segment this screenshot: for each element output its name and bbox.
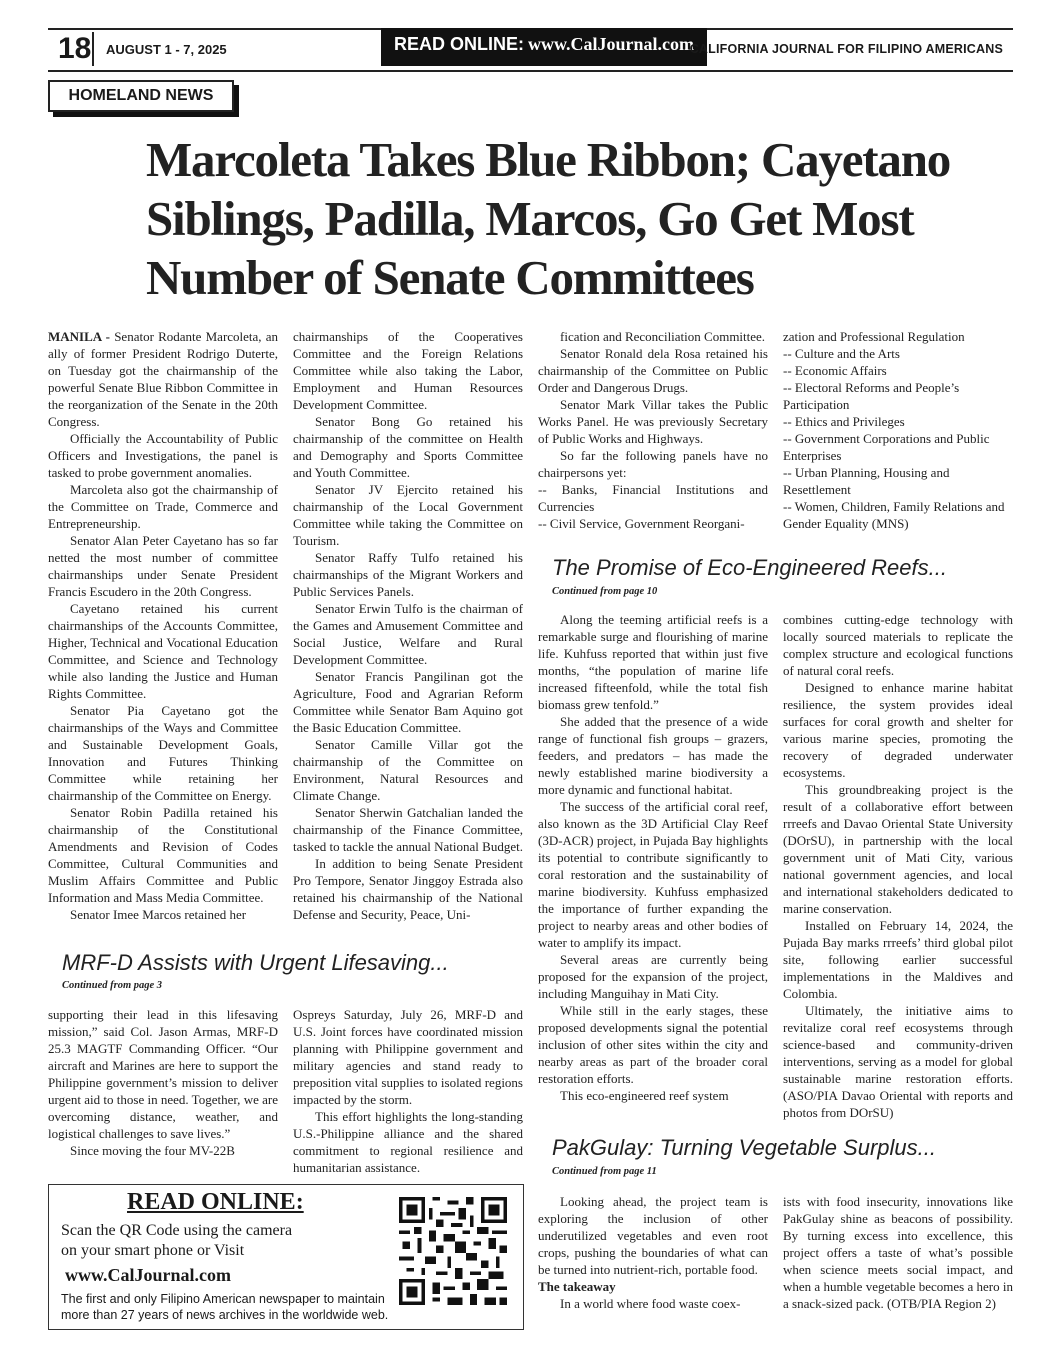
read-online-url[interactable]: www.CalJournal.com [528,34,694,54]
article-paragraph: In a world where food waste coex- [560,1296,741,1311]
reefs-col-1 [538,611,768,1104]
reefs-col-2 [783,611,1013,1121]
article-paragraph: This eco-engineered reef system [560,1088,729,1103]
article-paragraph: Ospreys Saturday, July 26, MRF-D and U.S. Joint forces have coordinated mission planning with Philippine government and military agencies and stand ready to preposition vital supplies to isolated regions impacted by the storm. [293,1007,523,1107]
list-item: zation and Professional Regulation [783,329,965,344]
article-paragraph: Senator Bong Go retained his chairmanship of the committee on Health and Demography and Sports Committee and Youth Committee. [293,414,523,480]
promo-scan-text: Scan the QR Code using the camera on your smart phone or Visit [61,1222,293,1259]
mrfd-col-2 [293,1006,523,1176]
list-item: -- Women, Children, Family Relations and Gender Equality (MNS) [783,499,1005,531]
article-paragraph: Senator Imee Marcos retained her [70,907,247,922]
pakgulay-title: PakGulay: Turning Vegetable Surplus... [552,1135,936,1160]
article-paragraph: This effort highlights the long-standing U.S.-Philippine alliance and the shared commitment to regional resilience and humanitarian assistance. [293,1109,523,1175]
qr-code-icon[interactable] [399,1197,507,1305]
pakgulay-col-2 [783,1193,1013,1312]
article-paragraph: Designed to enhance marine habitat resilience, the system provides ideal surfaces for coral growth and shelter for various marine species, promoting the recovery of degraded underwater ecosystems. [783,680,1013,780]
mrfd-col-1 [48,1006,278,1159]
article-paragraph: While still in the early stages, these proposed developments signal the potential inclusion of other sites within the city and nearby areas as part of the broader coral restoration efforts. [538,1003,768,1086]
list-item: -- Government Corporations and Public Enterprises [783,431,990,463]
article-paragraph: Several areas are currently being proposed for the expansion of the project, including Manguihay in Mati City. [538,952,768,1001]
page-header [48,28,1013,72]
page-number: 18 [48,32,94,66]
article-paragraph: So far the following panels have no chairpersons yet: [538,448,768,480]
headline-line: Number of Senate Committees [146,250,754,305]
list-item: -- Economic Affairs [783,363,887,378]
dateline: MANILA - [48,329,110,344]
article-paragraph: Since moving the four MV-22B [70,1143,235,1158]
article-paragraph: Officially the Accountability of Public Officers and Investigations, the panel is tasked to probe government anomalies. [48,431,278,480]
article-paragraph: Senator Erwin Tulfo is the chairman of the Games and Amusement Committee and Social Justice, Welfare and Rural Development Committee. [293,601,523,667]
main-article-col-2 [293,328,523,923]
article-paragraph: Senator Ronald dela Rosa retained his chairmanship of the Committee on Public Order and Dangerous Drugs. [538,346,768,395]
list-item: -- Civil Service, Government Reorgani- [538,516,745,531]
article-paragraph [48,328,278,430]
section-label: HOMELAND NEWS [48,80,234,112]
article-paragraph: chairmanships of the Cooperatives Committee and the Foreign Relations Committee while also taking the Labor, Employment and Human Resources Development Committee. [293,329,523,412]
issue-date: AUGUST 1 - 7, 2025 [106,42,227,57]
pakgulay-col-1 [538,1193,768,1312]
paragraph-text: Senator Rodante Marcoleta, an ally of former President Rodrigo Duterte, on Tuesday got the chairmanship of the powerful Senate Blue Ribbon Committee in the reorganization of the Senate in the 20th Congress. [48,329,279,429]
mrfd-continued: Continued from page 3 [62,980,163,991]
publication-name: CALIFORNIA JOURNAL FOR FILIPINO AMERICANS [689,42,1003,56]
pakgulay-continued: Continued from page 11 [552,1166,657,1177]
article-paragraph: Senator Raffy Tulfo retained his chairmanships of the Migrant Workers and Public Services Panels. [293,550,523,599]
read-online-promo[interactable] [48,1184,524,1330]
article-paragraph: Marcoleta also got the chairmanship of the Committee on Trade, Commerce and Entrepreneurship. [48,482,278,531]
article-paragraph: Senator Francis Pangilinan got the Agriculture, Food and Agrarian Reform Committee while Senator Bam Aquino got the Basic Education Committee. [293,669,523,735]
article-paragraph: The success of the artificial coral reef, also known as the 3D Artificial Clay Reef (3D-ACR) project, in Pujada Bay highlights its potential to contribute significantly to coral restoration and the sustainability of marine biodiversity. Kuhfuss emphasized the importance of further expanding the project to nearby areas and other bodies of water to amplify its impact. [538,799,768,950]
article-paragraph: Senator Mark Villar takes the Public Works Panel. He was previously Secretary of Public Works and Highways. [538,397,768,446]
list-item: -- Banks, Financial Institutions and Currencies [538,482,768,514]
article-paragraph: Installed on February 14, 2024, the Pujada Bay marks rrreefs’ third global pilot site, following earlier successful implementations in the Maldives and Colombia. [783,918,1013,1001]
list-item: -- Urban Planning, Housing and Resettlement [783,465,950,497]
article-paragraph: Senator Sherwin Gatchalian landed the chairmanship of the Finance Committee, tasked to tackle the annual National Budget. [293,805,523,854]
promo-title: READ ONLINE: [127,1189,304,1215]
main-article-col-1 [48,328,278,923]
article-paragraph: Cayetano retained his current chairmanships of the Accounts Committee, Higher, Technical and Vocational Education Committee, and Science and Technology while also landing the Justice and Human Rights Committee. [48,601,278,701]
list-item: -- Culture and the Arts [783,346,900,361]
article-paragraph: ists with food insecurity, innovations like PakGulay shine as beacons of possibility. By turning excess into excellence, this project offers a taste of what’s possible when science meets social impact, and when a humble vegetable becomes a hero in a snack-sized pack. (OTB/PIA Region 2) [783,1194,1013,1311]
article-paragraph: Ultimately, the initiative aims to revitalize coral reef ecosystems through science-based and community-driven interventions, serving as a model for global sustainable marine restoration efforts. (ASO/PIA Davao Oriental with reports and photos from DOrSU) [783,1003,1013,1120]
article-paragraph: Along the teeming artificial reefs is a remarkable surge and flourishing of marine life. Kuhfuss reported that within just five months, “the population of marine life increased fifteenfold, while the total fish biomass grew tenfold.” [538,612,768,712]
article-paragraph: Senator JV Ejercito retained his chairmanship of the Local Government Committee while taking the Committee on Tourism. [293,482,523,548]
read-online-banner[interactable] [381,28,707,66]
article-paragraph: In addition to being Senate President Pro Tempore, Senator Jinggoy Estrada also retained his chairmanship of the National Defense and Security, Peace, Uni- [293,856,523,922]
article-paragraph: fication and Reconciliation Committee. [560,329,766,344]
article-paragraph: She added that the presence of a wide range of functional fish groups – grazers, feeders, and predators – has made the newly established marine biodiversity a more dynamic and functional habitat. [538,714,768,797]
reefs-continued: Continued from page 10 [552,586,658,597]
list-item: -- Electoral Reforms and People’s Participation [783,380,960,412]
headline-line: Marcoleta Takes Blue Ribbon; Cayetano [146,132,951,187]
subheading: The takeaway [538,1279,616,1294]
main-article-col-4 [783,328,1013,532]
mrfd-title: MRF-D Assists with Urgent Lifesaving... [62,950,449,975]
main-article-col-3 [538,328,768,532]
read-online-label: READ ONLINE: [394,34,524,54]
article-paragraph: supporting their lead in this lifesaving mission,” said Col. Jason Armas, MRF-D 25.3 MAGTF Commanding Officer. “Our aircraft and Marines are here to support the Philippine government’s mission to deliver urgent aid to those in need. Together, we are overcoming distance, weather, and logistical challenges to save lives.” [48,1007,278,1141]
article-paragraph: combines cutting-edge technology with locally sourced materials to replicate the complex structure and ecological functions of natural coral reefs. [783,612,1013,678]
promo-url[interactable]: www.CalJournal.com [65,1265,231,1285]
article-paragraph: This groundbreaking project is the result of a collaborative effort between rrreefs and Davao Oriental State University (DOrSU), in partnership with the local government unit of Mati City, various national government agencies, and local and international stakeholders dedicated to marine conservation. [783,782,1013,916]
promo-description: The first and only Filipino American newspaper to maintain more than 27 years of news archives in the worldwide web. [61,1292,389,1322]
reefs-title: The Promise of Eco-Engineered Reefs... [552,555,947,580]
headline-line: Siblings, Padilla, Marcos, Go Get Most [146,191,914,246]
article-paragraph: Senator Camille Villar got the chairmanship of the Committee on Environment, Natural Resources and Climate Change. [293,737,523,803]
main-headline [146,130,1006,307]
list-item: -- Ethics and Privileges [783,414,905,429]
article-paragraph: Senator Robin Padilla retained his chairmanship of the Constitutional Amendments and Revision of Codes Committee, Cultural Communities and Muslim Affairs Committee and Public Information and Mass Media Committee. [48,805,278,905]
article-paragraph: Senator Pia Cayetano got the chairmanships of the Ways and Committee and Sustainable Development Goals, Innovation and Futures Thinking Committee while retaining her chairmanship of the Committee on Energy. [48,703,278,803]
article-paragraph: Senator Alan Peter Cayetano has so far netted the most number of committee chairmanships under Senate President Francis Escudero in the 20th Congress. [48,533,278,599]
article-paragraph: Looking ahead, the project team is exploring the inclusion of other underutilized vegetables and even root crops, pushing the boundaries of what can be turned into nutrient-rich, portable food. [538,1194,768,1277]
